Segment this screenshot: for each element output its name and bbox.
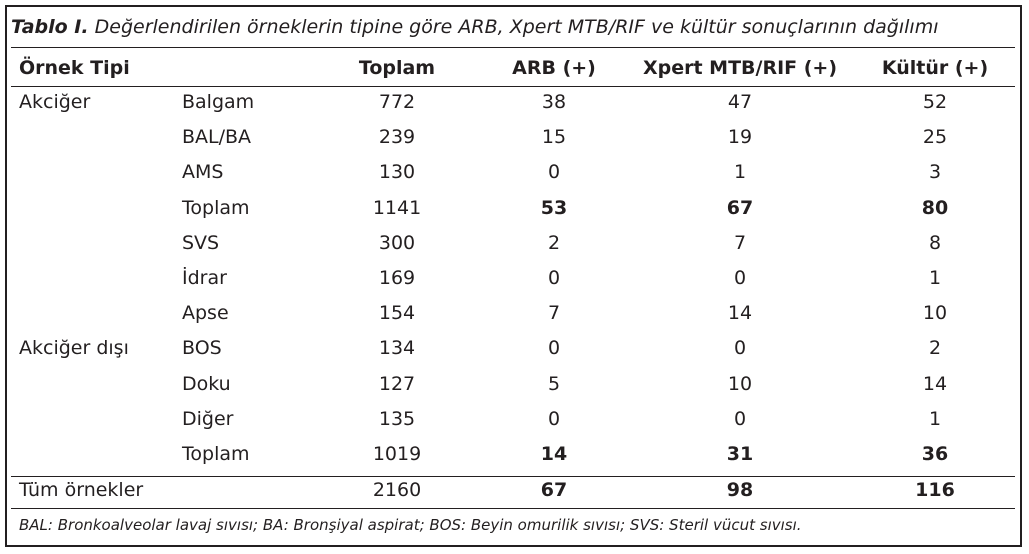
- cell-kultur: 14: [922, 373, 948, 395]
- total-label: Tüm örnekler: [19, 479, 144, 501]
- cell-kultur: 8: [928, 232, 942, 254]
- cell-arb: 38: [541, 91, 567, 113]
- cell-xpert: 67: [726, 197, 754, 219]
- cell-arb: 14: [540, 443, 568, 465]
- cell-toplam: 239: [378, 126, 416, 148]
- cell-group: Akciğer dışı: [19, 337, 129, 359]
- cell-group: Akciğer: [19, 91, 91, 113]
- cell-kultur: 2: [928, 337, 942, 359]
- header-ornek-tipi: Örnek Tipi: [19, 57, 130, 79]
- header-toplam: Toplam: [358, 57, 436, 79]
- rule-total: [11, 476, 1015, 477]
- cell-xpert: 0: [733, 408, 747, 430]
- cell-arb: 2: [547, 232, 561, 254]
- cell-type: BOS: [182, 337, 222, 359]
- footnote: BAL: Bronkoalveolar lavaj sıvısı; BA: Bronşiyal aspirat; BOS: Beyin omurilik sıvısı; SVS: Steril vücut sıvısı.: [19, 516, 802, 534]
- cell-toplam: 772: [378, 91, 416, 113]
- total-xpert: 98: [726, 479, 754, 501]
- cell-type: AMS: [182, 161, 224, 183]
- header-kultur: Kültür (+): [881, 57, 989, 79]
- cell-xpert: 10: [727, 373, 753, 395]
- cell-xpert: 31: [726, 443, 754, 465]
- cell-arb: 0: [547, 161, 561, 183]
- cell-type: Balgam: [182, 91, 255, 113]
- cell-toplam: 130: [378, 161, 416, 183]
- cell-arb: 7: [547, 302, 561, 324]
- cell-type: SVS: [182, 232, 220, 254]
- rule-bottom: [11, 508, 1015, 509]
- cell-toplam: 135: [378, 408, 416, 430]
- cell-type: Doku: [182, 373, 231, 395]
- cell-arb: 0: [547, 267, 561, 289]
- cell-kultur: 36: [921, 443, 949, 465]
- cell-xpert: 19: [727, 126, 753, 148]
- rule-top: [11, 47, 1015, 48]
- cell-kultur: 80: [921, 197, 949, 219]
- cell-kultur: 25: [922, 126, 948, 148]
- cell-kultur: 1: [928, 408, 942, 430]
- cell-kultur: 10: [922, 302, 948, 324]
- caption-text: Değerlendirilen örneklerin tipine göre ARB, Xpert MTB/RIF ve kültür sonuçlarının dağılımı: [88, 16, 939, 38]
- cell-xpert: 7: [733, 232, 747, 254]
- cell-xpert: 0: [733, 267, 747, 289]
- cell-toplam: 154: [378, 302, 416, 324]
- cell-kultur: 1: [928, 267, 942, 289]
- cell-type: İdrar: [182, 267, 227, 289]
- cell-toplam: 127: [378, 373, 416, 395]
- cell-arb: 0: [547, 337, 561, 359]
- total-arb: 67: [540, 479, 568, 501]
- cell-toplam: 300: [378, 232, 416, 254]
- cell-arb: 0: [547, 408, 561, 430]
- cell-toplam: 1141: [372, 197, 422, 219]
- cell-type: Apse: [182, 302, 229, 324]
- cell-xpert: 14: [727, 302, 753, 324]
- cell-toplam: 1019: [372, 443, 422, 465]
- total-kultur: 116: [915, 479, 955, 501]
- cell-type: Toplam: [182, 443, 250, 465]
- table-caption: [11, 16, 938, 38]
- total-toplam: 2160: [372, 479, 422, 501]
- cell-xpert: 1: [733, 161, 747, 183]
- cell-type: Diğer: [182, 408, 234, 430]
- cell-toplam: 169: [378, 267, 416, 289]
- cell-arb: 5: [547, 373, 561, 395]
- header-arb: ARB (+): [512, 57, 596, 79]
- cell-toplam: 134: [378, 337, 416, 359]
- cell-kultur: 52: [922, 91, 948, 113]
- cell-xpert: 0: [733, 337, 747, 359]
- cell-type: Toplam: [182, 197, 250, 219]
- rule-header: [11, 86, 1015, 87]
- header-xpert: Xpert MTB/RIF (+): [642, 57, 838, 79]
- caption-label: Tablo I.: [11, 16, 89, 38]
- cell-kultur: 3: [928, 161, 942, 183]
- cell-xpert: 47: [727, 91, 753, 113]
- cell-arb: 53: [540, 197, 568, 219]
- cell-type: BAL/BA: [182, 126, 252, 148]
- cell-arb: 15: [541, 126, 567, 148]
